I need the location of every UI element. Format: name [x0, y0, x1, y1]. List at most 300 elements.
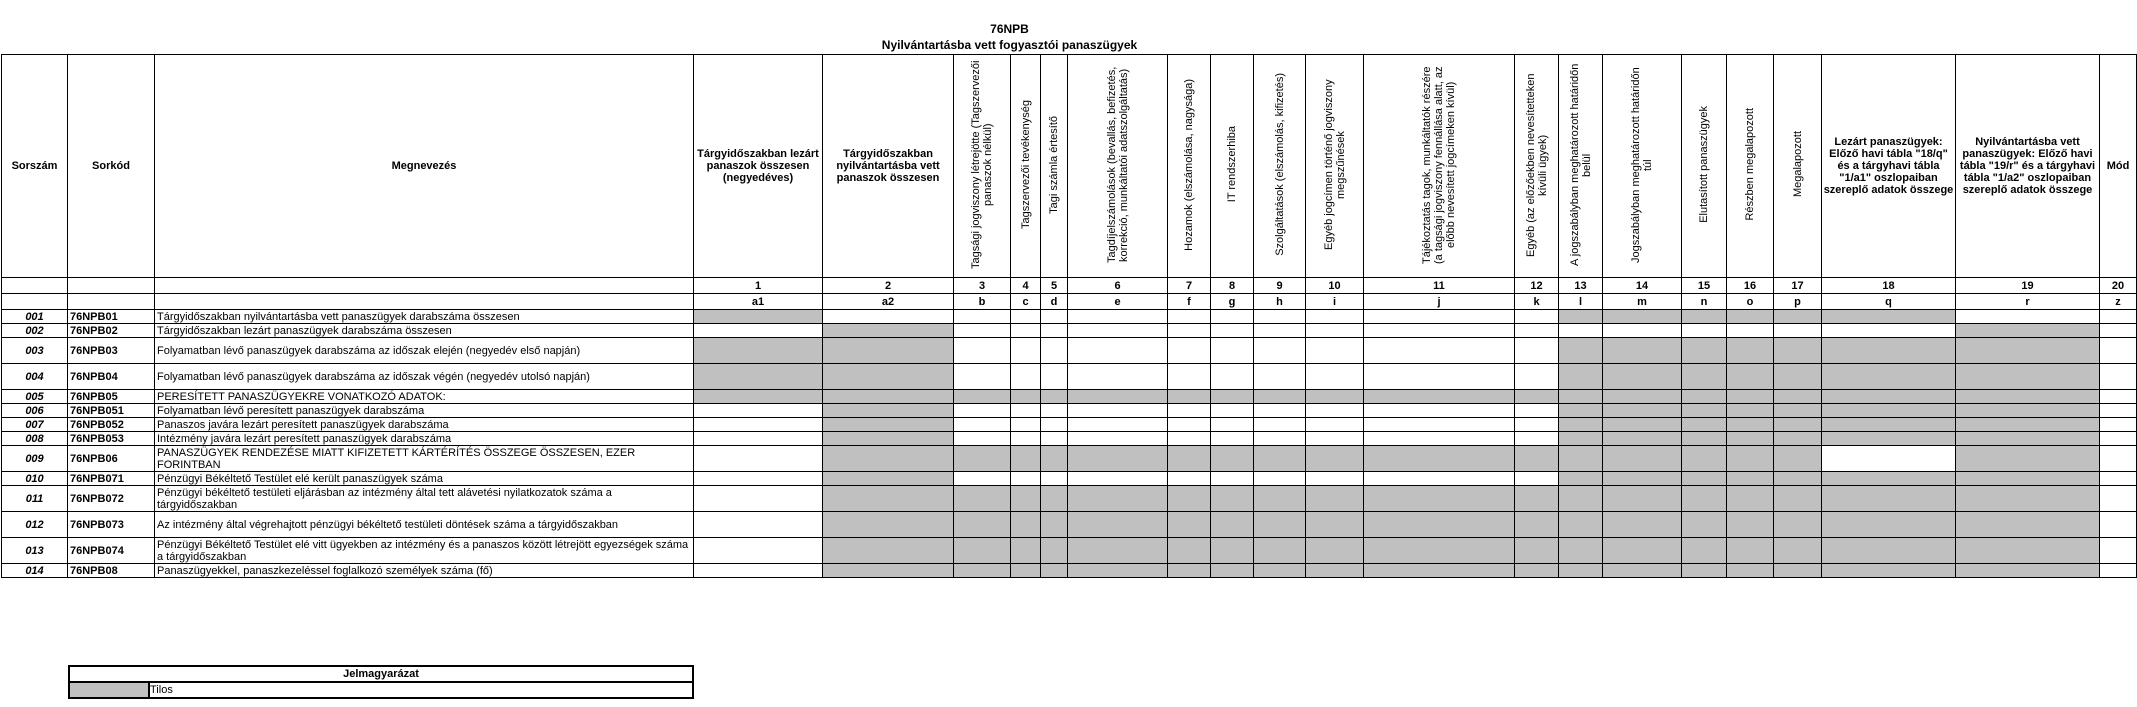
data-cell[interactable] [954, 310, 1011, 324]
forbidden-cell [1168, 538, 1211, 564]
data-cell[interactable] [954, 404, 1011, 418]
forbidden-cell [823, 404, 954, 418]
forbidden-cell [1364, 486, 1515, 512]
header-col-20: Mód [2100, 55, 2137, 278]
forbidden-cell [1774, 538, 1822, 564]
forbidden-cell [1822, 404, 1956, 418]
forbidden-cell [1254, 486, 1306, 512]
forbidden-cell [1727, 390, 1774, 404]
forbidden-cell [1559, 418, 1603, 432]
data-cell[interactable] [694, 404, 823, 418]
legend [68, 665, 694, 699]
col-letter: q [1822, 294, 1956, 310]
data-cell[interactable] [694, 538, 823, 564]
forbidden-cell [1603, 564, 1682, 578]
forbidden-cell [823, 338, 954, 364]
data-cell[interactable] [1364, 472, 1515, 486]
row-megnevezes: Panaszos javára lezárt peresített panaszügyek darabszáma [155, 418, 694, 432]
header-col-6-label: Tagdíjelszámolások (bevallás, befizetés, korrekció, munkáltatói adatszolgáltatás) [1105, 66, 1130, 263]
forbidden-cell [1956, 564, 2100, 578]
data-cell[interactable] [1011, 338, 1041, 364]
data-cell[interactable] [1254, 310, 1306, 324]
data-cell[interactable] [1515, 432, 1559, 446]
forbidden-cell [1068, 390, 1168, 404]
row-megnevezes: Intézmény javára lezárt peresített panaszügyek darabszáma [155, 432, 694, 446]
col-number: 6 [1068, 278, 1168, 294]
col-letter: j [1364, 294, 1515, 310]
data-cell[interactable] [1168, 404, 1211, 418]
row-sorszam: 012 [2, 512, 68, 538]
forbidden-cell [1727, 564, 1774, 578]
forbidden-cell [1515, 446, 1559, 472]
header-col-1: Tárgyidőszakban lezárt panaszok összesen (negyedéves) [694, 55, 823, 278]
forbidden-cell [1603, 404, 1682, 418]
col-number: 20 [2100, 278, 2137, 294]
col-number: 7 [1168, 278, 1211, 294]
header-col-5 [1041, 55, 1068, 278]
forbidden-cell [1306, 512, 1364, 538]
forbidden-cell [1603, 446, 1682, 472]
row-sorkod: 76NPB02 [68, 324, 155, 338]
table-row [2, 472, 2137, 486]
forbidden-cell [1682, 564, 1727, 578]
forbidden-cell [1956, 418, 2100, 432]
table-row [2, 338, 2137, 364]
data-cell[interactable] [1168, 324, 1211, 338]
data-cell[interactable] [1041, 338, 1068, 364]
data-cell[interactable] [1211, 364, 1254, 390]
data-cell[interactable] [1068, 404, 1168, 418]
data-cell[interactable] [954, 418, 1011, 432]
data-cell[interactable] [1168, 418, 1211, 432]
row-sorszam: 014 [2, 564, 68, 578]
forbidden-cell [1364, 446, 1515, 472]
forbidden-cell [1211, 538, 1254, 564]
data-cell[interactable] [1254, 472, 1306, 486]
header-col-10 [1306, 55, 1364, 278]
col-number: 11 [1364, 278, 1515, 294]
forbidden-cell [1011, 486, 1041, 512]
data-cell[interactable] [1515, 324, 1559, 338]
data-cell[interactable] [1364, 310, 1515, 324]
data-cell[interactable] [694, 418, 823, 432]
forbidden-cell [1956, 404, 2100, 418]
data-cell[interactable] [2100, 404, 2137, 418]
forbidden-cell [1011, 446, 1041, 472]
forbidden-cell [1682, 512, 1727, 538]
data-cell[interactable] [1306, 364, 1364, 390]
forbidden-cell [823, 390, 954, 404]
data-cell[interactable] [2100, 472, 2137, 486]
row-megnevezes: Tárgyidőszakban lezárt panaszügyek darabszáma összesen [155, 324, 694, 338]
data-cell[interactable] [1211, 418, 1254, 432]
row-sorszam: 002 [2, 324, 68, 338]
forbidden-cell [1068, 486, 1168, 512]
header-col-5-label: Tagi számla értesítő [1048, 115, 1060, 214]
forbidden-cell [1011, 512, 1041, 538]
data-cell[interactable] [1559, 324, 1603, 338]
forbidden-cell [1774, 564, 1822, 578]
data-cell[interactable] [2100, 310, 2137, 324]
data-cell[interactable] [2100, 512, 2137, 538]
forbidden-cell [1306, 486, 1364, 512]
forbidden-cell [1559, 310, 1603, 324]
forbidden-cell [1559, 364, 1603, 390]
row-megnevezes: Pénzügyi Békéltető Testület elé került panaszügyek száma [155, 472, 694, 486]
data-cell[interactable] [1364, 338, 1515, 364]
data-cell[interactable] [1515, 472, 1559, 486]
data-cell[interactable] [694, 324, 823, 338]
col-number: 14 [1603, 278, 1682, 294]
data-cell[interactable] [2100, 538, 2137, 564]
forbidden-cell [1559, 432, 1603, 446]
forbidden-cell [1306, 564, 1364, 578]
row-sorkod: 76NPB052 [68, 418, 155, 432]
forbidden-cell [1603, 486, 1682, 512]
forbidden-cell [1168, 512, 1211, 538]
data-cell[interactable] [1041, 310, 1068, 324]
legend-label: Tilos [149, 682, 693, 698]
forbidden-cell [1822, 338, 1956, 364]
forbidden-cell [1956, 538, 2100, 564]
col-letter: c [1011, 294, 1041, 310]
data-cell[interactable] [1011, 472, 1041, 486]
table-row [2, 418, 2137, 432]
col-number: 8 [1211, 278, 1254, 294]
row-megnevezes: Tárgyidőszakban nyilvántartásba vett panaszügyek darabszáma összesen [155, 310, 694, 324]
forbidden-cell [1364, 564, 1515, 578]
forbidden-cell [1041, 512, 1068, 538]
forbidden-cell [1774, 418, 1822, 432]
data-cell[interactable] [1211, 404, 1254, 418]
data-cell[interactable] [1254, 418, 1306, 432]
table-row [2, 446, 2137, 472]
forbidden-cell [1603, 418, 1682, 432]
data-cell[interactable] [1011, 418, 1041, 432]
col-letter: n [1682, 294, 1727, 310]
data-cell[interactable] [1068, 364, 1168, 390]
header-col-15-label: Elutasított panaszügyek [1698, 106, 1710, 223]
data-cell[interactable] [1041, 472, 1068, 486]
table-row [2, 538, 2137, 564]
forbidden-cell [1515, 390, 1559, 404]
data-cell[interactable] [1956, 310, 2100, 324]
header-megnevezes: Megnevezés [155, 55, 694, 278]
forbidden-cell [1822, 472, 1956, 486]
forbidden-cell [954, 512, 1011, 538]
forbidden-cell [1254, 564, 1306, 578]
header-col-11 [1364, 55, 1515, 278]
data-cell[interactable] [1068, 432, 1168, 446]
data-cell[interactable] [1211, 472, 1254, 486]
table-row [2, 324, 2137, 338]
data-cell[interactable] [1168, 364, 1211, 390]
forbidden-cell [1682, 432, 1727, 446]
data-cell[interactable] [1041, 432, 1068, 446]
data-cell[interactable] [1515, 364, 1559, 390]
forbidden-cell [1515, 538, 1559, 564]
forbidden-cell [1603, 390, 1682, 404]
data-cell[interactable] [1727, 324, 1774, 338]
row-sorszam: 007 [2, 418, 68, 432]
forbidden-cell [1682, 486, 1727, 512]
data-cell[interactable] [823, 310, 954, 324]
data-cell[interactable] [1603, 324, 1682, 338]
data-cell[interactable] [1211, 310, 1254, 324]
forbidden-cell [1727, 338, 1774, 364]
row-sorkod: 76NPB071 [68, 472, 155, 486]
row-sorszam: 008 [2, 432, 68, 446]
data-cell[interactable] [2100, 418, 2137, 432]
row-megnevezes: Panaszügyekkel, panaszkezeléssel foglalkozó személyek száma (fő) [155, 564, 694, 578]
forbidden-cell [1254, 446, 1306, 472]
data-cell[interactable] [1041, 324, 1068, 338]
forbidden-cell [1168, 446, 1211, 472]
data-cell[interactable] [1822, 324, 1956, 338]
legend-swatch [69, 682, 149, 698]
data-cell[interactable] [1306, 310, 1364, 324]
data-cell[interactable] [694, 472, 823, 486]
data-cell[interactable] [954, 432, 1011, 446]
forbidden-cell [1727, 538, 1774, 564]
data-cell[interactable] [2100, 338, 2137, 364]
data-cell[interactable] [1068, 418, 1168, 432]
data-cell[interactable] [2100, 390, 2137, 404]
forbidden-cell [1956, 324, 2100, 338]
row-megnevezes: Folyamatban lévő panaszügyek darabszáma az időszak elején (negyedév első napján) [155, 338, 694, 364]
forbidden-cell [1559, 486, 1603, 512]
row-megnevezes: Folyamatban lévő peresített panaszügyek darabszáma [155, 404, 694, 418]
forbidden-cell [1168, 486, 1211, 512]
forbidden-cell [1041, 390, 1068, 404]
data-cell[interactable] [954, 324, 1011, 338]
data-cell[interactable] [1168, 472, 1211, 486]
data-cell[interactable] [1168, 338, 1211, 364]
col-letter: l [1559, 294, 1603, 310]
row-sorkod: 76NPB051 [68, 404, 155, 418]
data-cell[interactable] [1364, 432, 1515, 446]
forbidden-cell [1774, 512, 1822, 538]
col-number: 3 [954, 278, 1011, 294]
data-cell[interactable] [1068, 338, 1168, 364]
data-cell[interactable] [1515, 418, 1559, 432]
data-cell[interactable] [1306, 432, 1364, 446]
data-cell[interactable] [1168, 432, 1211, 446]
forbidden-cell [1727, 432, 1774, 446]
forbidden-cell [823, 486, 954, 512]
forbidden-cell [694, 310, 823, 324]
forbidden-cell [1254, 512, 1306, 538]
forbidden-cell [1254, 390, 1306, 404]
forbidden-cell [1211, 486, 1254, 512]
forbidden-cell [1956, 512, 2100, 538]
col-letter: k [1515, 294, 1559, 310]
table-row [2, 432, 2137, 446]
data-cell[interactable] [1364, 364, 1515, 390]
forbidden-cell [1822, 310, 1956, 324]
data-cell[interactable] [954, 472, 1011, 486]
data-cell[interactable] [1068, 324, 1168, 338]
header-col-15 [1682, 55, 1727, 278]
data-cell[interactable] [1306, 338, 1364, 364]
data-cell[interactable] [2100, 486, 2137, 512]
data-cell[interactable] [1168, 310, 1211, 324]
forbidden-cell [1822, 512, 1956, 538]
forbidden-cell [1603, 364, 1682, 390]
data-cell[interactable] [1822, 446, 1956, 472]
forbidden-cell [1168, 390, 1211, 404]
forbidden-cell [954, 538, 1011, 564]
col-letter: i [1306, 294, 1364, 310]
col-letter: r [1956, 294, 2100, 310]
row-sorszam: 011 [2, 486, 68, 512]
header-col-17 [1774, 55, 1822, 278]
forbidden-cell [1774, 432, 1822, 446]
data-cell[interactable] [2100, 324, 2137, 338]
data-cell[interactable] [2100, 564, 2137, 578]
forbidden-cell [1559, 472, 1603, 486]
data-cell[interactable] [1254, 404, 1306, 418]
forbidden-cell [1956, 446, 2100, 472]
data-cell[interactable] [1211, 432, 1254, 446]
data-cell[interactable] [1254, 432, 1306, 446]
row-megnevezes: PANASZÜGYEK RENDEZÉSE MIATT KIFIZETETT KÁRTÉRÍTÉS ÖSSZEGE ÖSSZESEN, EZER FORINTBAN [155, 446, 694, 472]
forbidden-cell [1822, 418, 1956, 432]
forbidden-cell [1603, 310, 1682, 324]
data-cell[interactable] [1041, 418, 1068, 432]
forbidden-cell [1168, 564, 1211, 578]
table-row [2, 512, 2137, 538]
data-cell[interactable] [1068, 472, 1168, 486]
forbidden-cell [1822, 432, 1956, 446]
panasz-table [1, 54, 2137, 578]
table-row [2, 564, 2137, 578]
data-cell[interactable] [1254, 364, 1306, 390]
forbidden-cell [1515, 512, 1559, 538]
forbidden-cell [823, 364, 954, 390]
data-cell[interactable] [1011, 310, 1041, 324]
forbidden-cell [1211, 564, 1254, 578]
data-cell[interactable] [1364, 324, 1515, 338]
forbidden-cell [1603, 512, 1682, 538]
forbidden-cell [1041, 538, 1068, 564]
data-cell[interactable] [2100, 446, 2137, 472]
forbidden-cell [1559, 538, 1603, 564]
forbidden-cell [1956, 486, 2100, 512]
forbidden-cell [1364, 390, 1515, 404]
data-cell[interactable] [1306, 418, 1364, 432]
data-cell[interactable] [954, 338, 1011, 364]
data-cell[interactable] [1682, 324, 1727, 338]
data-cell[interactable] [694, 512, 823, 538]
forbidden-cell [1682, 404, 1727, 418]
row-sorszam: 013 [2, 538, 68, 564]
data-cell[interactable] [1211, 338, 1254, 364]
data-cell[interactable] [1211, 324, 1254, 338]
forbidden-cell [954, 564, 1011, 578]
row-sorkod: 76NPB04 [68, 364, 155, 390]
forbidden-cell [1956, 472, 2100, 486]
table-row [2, 486, 2137, 512]
forbidden-cell [1822, 564, 1956, 578]
col-letter: m [1603, 294, 1682, 310]
col-number: 15 [1682, 278, 1727, 294]
forbidden-cell [1774, 338, 1822, 364]
col-number: 17 [1774, 278, 1822, 294]
forbidden-cell [1068, 446, 1168, 472]
forbidden-cell [1774, 364, 1822, 390]
forbidden-cell [823, 432, 954, 446]
data-cell[interactable] [694, 564, 823, 578]
data-cell[interactable] [954, 364, 1011, 390]
data-cell[interactable] [694, 446, 823, 472]
col-number: 18 [1822, 278, 1956, 294]
data-cell[interactable] [1515, 310, 1559, 324]
data-cell[interactable] [1306, 404, 1364, 418]
data-cell[interactable] [1254, 324, 1306, 338]
data-cell[interactable] [1011, 404, 1041, 418]
forbidden-cell [823, 512, 954, 538]
data-cell[interactable] [1254, 338, 1306, 364]
forbidden-cell [1822, 486, 1956, 512]
data-cell[interactable] [1041, 364, 1068, 390]
forbidden-cell [1727, 472, 1774, 486]
data-cell[interactable] [2100, 364, 2137, 390]
data-cell[interactable] [1774, 324, 1822, 338]
data-cell[interactable] [1306, 324, 1364, 338]
forbidden-cell [1041, 446, 1068, 472]
forbidden-cell [823, 418, 954, 432]
header-col-16-label: Részben megalapozott [1744, 108, 1756, 221]
data-cell[interactable] [694, 432, 823, 446]
forbidden-cell [1682, 310, 1727, 324]
forbidden-cell [1011, 538, 1041, 564]
col-letter: p [1774, 294, 1822, 310]
row-megnevezes: Folyamatban lévő panaszügyek darabszáma az időszak végén (negyedév utolsó napján) [155, 364, 694, 390]
data-cell[interactable] [1011, 324, 1041, 338]
data-cell[interactable] [1364, 418, 1515, 432]
forbidden-cell [1774, 390, 1822, 404]
header-col-9 [1254, 55, 1306, 278]
data-cell[interactable] [694, 486, 823, 512]
forbidden-cell [823, 564, 954, 578]
data-cell[interactable] [1068, 310, 1168, 324]
table-row [2, 310, 2137, 324]
data-cell[interactable] [1011, 364, 1041, 390]
data-cell[interactable] [1364, 404, 1515, 418]
forbidden-cell [1211, 390, 1254, 404]
forbidden-cell [1682, 364, 1727, 390]
forbidden-cell [1068, 564, 1168, 578]
forbidden-cell [1603, 472, 1682, 486]
header-col-16 [1727, 55, 1774, 278]
forbidden-cell [1727, 418, 1774, 432]
row-sorkod: 76NPB053 [68, 432, 155, 446]
data-cell[interactable] [1306, 472, 1364, 486]
col-letter: a2 [823, 294, 954, 310]
forbidden-cell [1068, 538, 1168, 564]
header-sorkod: Sorkód [68, 55, 155, 278]
header-col-9-label: Szolgáltatások (elszámolás, kifizetés) [1273, 73, 1286, 256]
header-col-8-label: IT rendszerhiba [1226, 126, 1238, 203]
forbidden-cell [1774, 486, 1822, 512]
col-letter: b [954, 294, 1011, 310]
data-cell[interactable] [1515, 338, 1559, 364]
data-cell[interactable] [2100, 432, 2137, 446]
data-cell[interactable] [1041, 404, 1068, 418]
data-cell[interactable] [1515, 404, 1559, 418]
data-cell[interactable] [1011, 432, 1041, 446]
